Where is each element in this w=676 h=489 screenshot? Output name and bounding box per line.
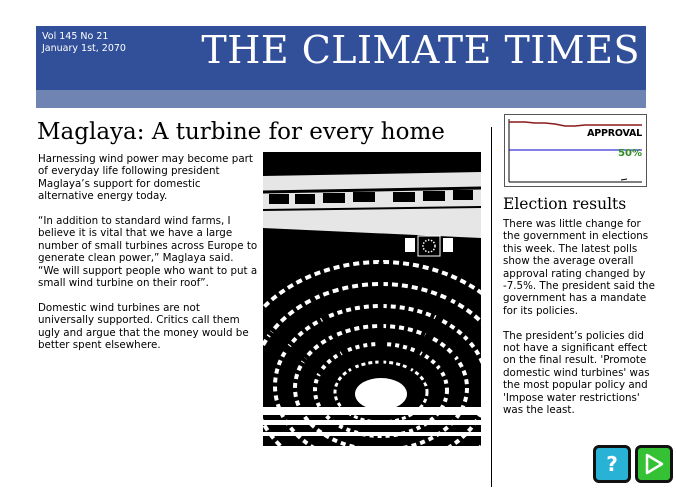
article-paragraph-1: Harnessing wind power may become part of everyday life following president Maglaya’s support for domestic alternative energy today. [38, 153, 253, 203]
approval-label: APPROVAL [587, 128, 642, 139]
play-arrow-icon [644, 453, 664, 475]
parliament-chamber-photo [263, 152, 481, 446]
masthead [36, 26, 646, 90]
question-icon: ? [606, 452, 618, 476]
article-body [38, 153, 258, 364]
article-paragraph-2: “In addition to standard wind farms, I believe it is vital that we have a large number of small turbines across Europe to generate clean power,” Maglaya said. “We will support people who want to put a small wind turbine on their roof”. [38, 215, 258, 290]
issue-date: January 1st, 2070 [42, 43, 126, 54]
column-divider [491, 127, 492, 487]
sidebar-body [503, 218, 655, 429]
approval-chart [504, 114, 647, 187]
next-button[interactable] [635, 445, 673, 483]
issue-number: Vol 145 No 21 [42, 31, 109, 42]
sidebar-paragraph-1: There was little change for the government in elections this week. The latest polls show the average overall approval rating changed by -7.5%. The president said the government has a mandate for its policies. [503, 218, 655, 317]
approval-axis-tick [621, 179, 627, 180]
help-button[interactable] [593, 445, 631, 483]
sidebar-paragraph-2: The president’s policies did not have a significant effect on the final result. 'Promote domestic wind turbines' was the most popular policy and 'Impose water restrictions' was the least. [503, 329, 650, 417]
article-headline: Maglaya: A turbine for every home [37, 119, 445, 145]
newspaper-title: THE CLIMATE TIMES [201, 28, 640, 72]
parliament-chamber-illustration [263, 152, 481, 446]
issue-info [42, 31, 126, 55]
masthead-subbar [36, 90, 646, 108]
approval-value: 50% [618, 148, 642, 159]
sidebar-heading: Election results [503, 195, 627, 213]
article-paragraph-3: Domestic wind turbines are not universally supported. Critics call them ugly and argue that the money would be better spent elsewhere. [38, 301, 249, 352]
approval-trend-line [509, 122, 642, 126]
